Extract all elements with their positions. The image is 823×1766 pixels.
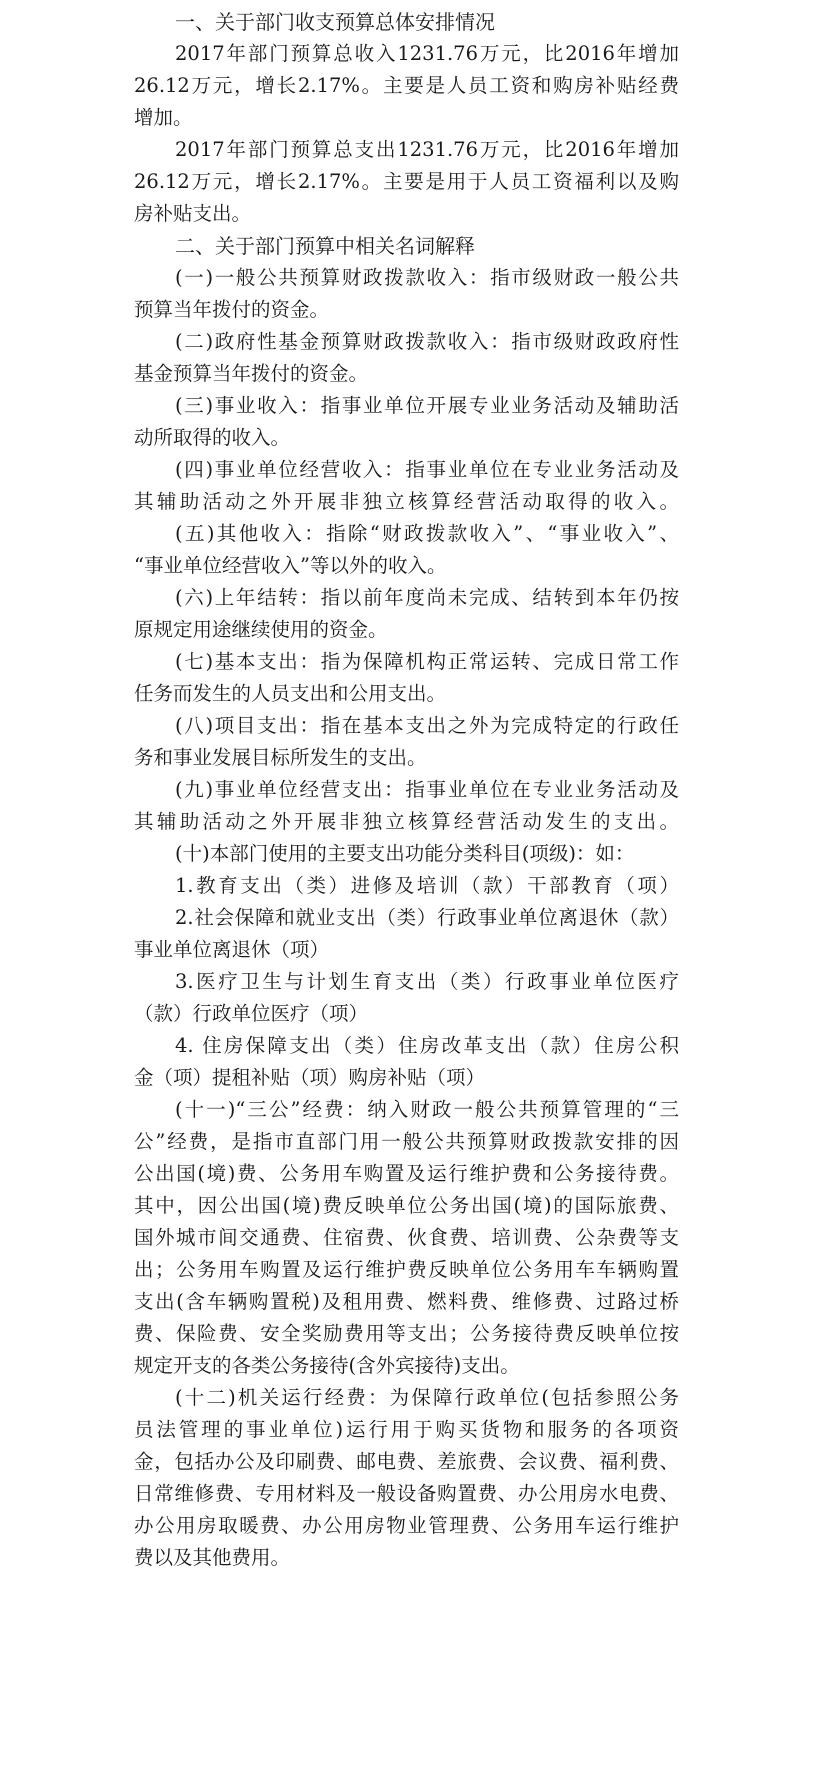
text-line: 2.社会保障和就业支出（类）行政事业单位离退休（款） <box>175 906 679 929</box>
text-line: 增加。 <box>134 106 193 129</box>
text-line: 公”经费，是指市直部门用一般公共预算财政拨款安排的因 <box>134 1130 679 1153</box>
text-line: 26.12万元，增长2.17%。主要是用于人员工资福利以及购 <box>134 170 679 193</box>
text-line: 原规定用途继续使用的资金。 <box>134 618 388 641</box>
text-line: 金，包括办公及印刷费、邮电费、差旅费、会议费、福利费、 <box>134 1450 679 1473</box>
text-line: 3.医疗卫生与计划生育支出（类）行政事业单位医疗 <box>175 970 679 993</box>
text-line: (三)事业收入：指事业单位开展专业业务活动及辅助活 <box>175 394 679 417</box>
text-line: 预算当年拨付的资金。 <box>134 298 330 321</box>
text-line: (一)一般公共预算财政拨款收入：指市级财政一般公共 <box>175 266 679 289</box>
text-line: 26.12万元，增长2.17%。主要是人员工资和购房补贴经费 <box>134 74 679 97</box>
text-line: 1.教育支出（类）进修及培训（款）干部教育（项） <box>175 874 679 897</box>
text-line: 房补贴支出。 <box>134 202 252 225</box>
text-line: 办公用房取暖费、办公用房物业管理费、公务用车运行维护 <box>134 1514 679 1537</box>
text-line: (十一)“三公”经费：纳入财政一般公共预算管理的“三 <box>175 1098 679 1121</box>
text-line: （款）行政单位医疗（项） <box>134 1002 369 1025</box>
text-line: 其辅助活动之外开展非独立核算经营活动发生的支出。 <box>134 810 679 833</box>
text-line: 规定开支的各类公务接待(含外宾接待)支出。 <box>134 1354 520 1377</box>
text-line: 日常维修费、专用材料及一般设备购置费、办公用房水电费、 <box>134 1482 679 1505</box>
text-line: 2017年部门预算总支出1231.76万元，比2016年增加 <box>175 138 679 161</box>
section-heading: 一、关于部门收支预算总体安排情况 <box>175 10 495 34</box>
text-line: (十)本部门使用的主要支出功能分类科目(项级)：如： <box>175 842 635 865</box>
text-line: 动所取得的收入。 <box>134 426 291 449</box>
text-line: (二)政府性基金预算财政拨款收入：指市级财政政府性 <box>175 330 679 353</box>
text-line: 支出(含车辆购置税)及租用费、燃料费、维修费、过路过桥 <box>134 1290 679 1313</box>
text-line: 金（项）提租补贴（项）购房补贴（项） <box>134 1066 486 1089</box>
text-line: 费、保险费、安全奖励费用等支出；公务接待费反映单位按 <box>134 1322 679 1345</box>
text-line: 务和事业发展目标所发生的支出。 <box>134 746 427 769</box>
section-heading: 二、关于部门预算中相关名词解释 <box>175 234 475 258</box>
text-line: 员法管理的事业单位)运行用于购买货物和服务的各项资 <box>134 1418 679 1441</box>
text-line: “事业单位经营收入”等以外的收入。 <box>134 554 447 577</box>
text-line: 基金预算当年拨付的资金。 <box>134 362 369 385</box>
text-line: (六)上年结转：指以前年度尚未完成、结转到本年仍按 <box>175 586 679 609</box>
text-line: 其中，因公出国(境)费反映单位公务出国(境)的国际旅费、 <box>134 1194 679 1217</box>
text-line: 出；公务用车购置及运行维护费反映单位公务用车车辆购置 <box>134 1258 679 1281</box>
text-line: 公出国(境)费、公务用车购置及运行维护费和公务接待费。 <box>134 1162 679 1185</box>
text-line: (七)基本支出：指为保障机构正常运转、完成日常工作 <box>175 650 679 673</box>
text-line: 任务而发生的人员支出和公用支出。 <box>134 682 447 705</box>
text-line: 其辅助活动之外开展非独立核算经营活动取得的收入。 <box>134 490 679 513</box>
text-line: (九)事业单位经营支出：指事业单位在专业业务活动及 <box>175 778 679 801</box>
text-line: 国外城市间交通费、住宿费、伙食费、培训费、公杂费等支 <box>134 1226 679 1249</box>
text-line: 4. 住房保障支出（类）住房改革支出（款）住房公积 <box>175 1034 679 1057</box>
text-line: 费以及其他费用。 <box>134 1546 291 1569</box>
text-line: (四)事业单位经营收入：指事业单位在专业业务活动及 <box>175 458 679 481</box>
text-line: (五)其他收入：指除“财政拨款收入”、“事业收入”、 <box>175 522 679 545</box>
text-line: (八)项目支出：指在基本支出之外为完成特定的行政任 <box>175 714 679 737</box>
text-line: 事业单位离退休（项） <box>134 938 330 961</box>
text-line: 2017年部门预算总收入1231.76万元，比2016年增加 <box>175 42 679 65</box>
text-line: (十二)机关运行经费：为保障行政单位(包括参照公务 <box>175 1386 679 1409</box>
